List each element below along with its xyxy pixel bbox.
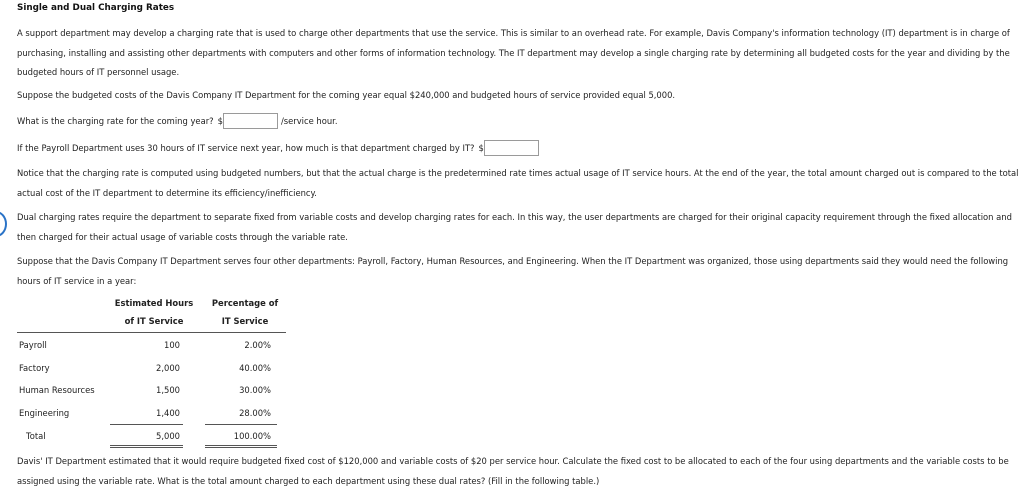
charging-rate-prompt: What is the charging rate for the coming year? (17, 116, 214, 126)
intro-paragraph: A support department may develop a charging rate that is used to charge other departments that use the service. This is similar to an overhead rate. For example, Davis Company's information technology (IT) department is in charge of purchasing, installing and assisting other departments with computers and other forms of information technology. The IT department may develop a single charging rate by determining all budgeted costs for the year and dividing by the budgeted hours of IT personnel usage. (17, 28, 1010, 77)
col-hours-header-line2: of IT Service (124, 316, 184, 326)
dollar-sign: $ (478, 143, 484, 153)
col-hours-header-line1: Estimated Hours (114, 298, 194, 308)
payroll-charge-prompt: If the Payroll Department uses 30 hours of IT service next year, how much is that department charged by IT? (17, 143, 475, 153)
hours-total-double-rule-2 (110, 447, 183, 448)
row-hours: 1,500 (156, 385, 180, 395)
notice-paragraph: Notice that the charging rate is computed using budgeted numbers, but that the actual charge is the predetermined rate times actual usage of IT service hours. At the end of the year, the total amount charged out is compared to the total actual cost of the IT department to determine its efficiency/inefficiency. (17, 168, 1019, 198)
page-title: Single and Dual Charging Rates (17, 3, 175, 13)
departments-paragraph: Suppose that the Davis Company IT Department serves four other departments: Payroll, Factory, Human Resources, and Engineering. When the IT Department was organized, those using departments said they would need the following hours of IT service in a year: (17, 256, 1009, 286)
row-dept: Payroll (19, 340, 47, 350)
row-dept: Engineering (19, 408, 70, 418)
pct-subtotal-rule (205, 424, 277, 425)
total-hours: 5,000 (156, 431, 180, 441)
header-rule (17, 332, 286, 333)
budget-assumption-text: Suppose the budgeted costs of the Davis Company IT Department for the coming year equal $240,000 and budgeted hours of service provided equal 5,000. (17, 90, 676, 100)
pct-total-double-rule-2 (205, 447, 277, 448)
charging-rate-question (17, 112, 338, 130)
per-service-hour-label: /service hour. (280, 116, 338, 126)
total-pct: 100.00% (233, 431, 271, 441)
hours-subtotal-rule (110, 424, 183, 425)
total-label: Total (26, 431, 46, 441)
row-hours: 2,000 (156, 363, 180, 373)
row-pct: 30.00% (239, 385, 271, 395)
row-pct: 40.00% (239, 363, 271, 373)
row-pct: 2.00% (244, 340, 271, 350)
hours-total-double-rule-1 (110, 445, 183, 446)
dollar-sign: $ (217, 116, 223, 126)
pct-total-double-rule-1 (205, 445, 277, 446)
question-marker-icon (0, 211, 7, 237)
row-hours: 100 (164, 340, 180, 350)
dual-rate-instructions: Davis' IT Department estimated that it would require budgeted fixed cost of $120,000 and variable costs of $20 per service hour. Calculate the fixed cost to be allocated to each of the four using departments and the variable costs to be assigned using the variable rate. What is the total amount charged to each department using these dual rates? (Fill in the following table.) (17, 456, 1009, 486)
row-hours: 1,400 (156, 408, 180, 418)
row-dept: Human Resources (19, 385, 95, 395)
col-pct-header-line2: IT Service (221, 316, 269, 326)
charging-rate-input[interactable] (223, 113, 278, 129)
col-pct-header-line1: Percentage of (211, 298, 279, 308)
payroll-charge-input[interactable] (484, 140, 539, 156)
row-pct: 28.00% (239, 408, 271, 418)
payroll-charge-question (17, 139, 539, 157)
row-dept: Factory (19, 363, 50, 373)
dual-rates-paragraph: Dual charging rates require the department to separate fixed from variable costs and develop charging rates for each. In this way, the user departments are charged for their original capacity requirement through the fixed allocation and then charged for their actual usage of variable costs through the variable rate. (17, 212, 1012, 242)
